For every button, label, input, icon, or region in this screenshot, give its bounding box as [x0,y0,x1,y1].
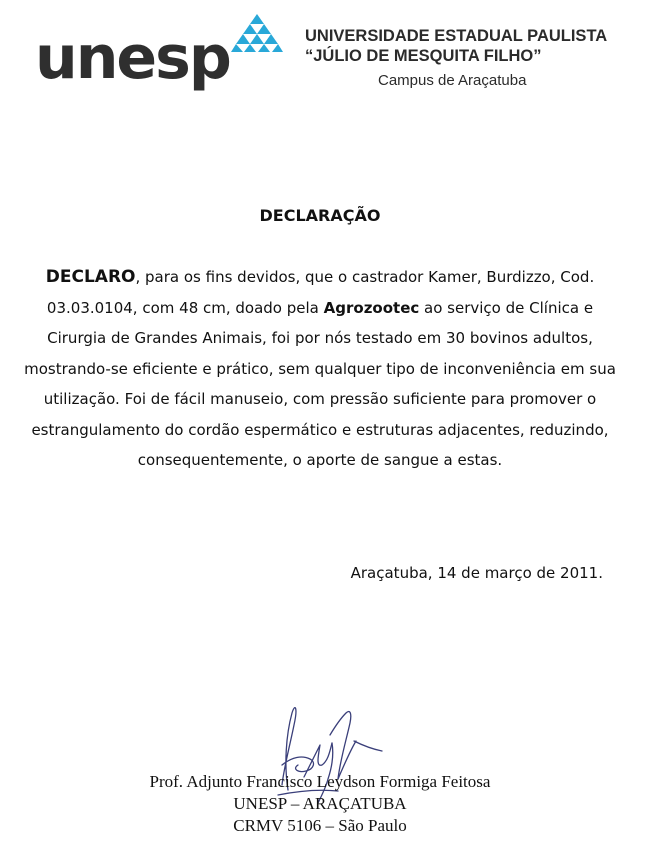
signatory-registry: CRMV 5106 – São Paulo [233,816,407,835]
company-name: Agrozootec [323,298,420,317]
university-name-line1: UNIVERSIDADE ESTADUAL PAULISTA [305,27,608,45]
declaration-text-1: , para os fins devidos, que o castrador Kamer, Burdizzo, Cod. 03.03.0104, com 48 cm, doado pela [46,268,595,317]
university-name [305,26,607,66]
university-name-line2: “JÚLIO DE MESQUITA FILHO” [305,47,542,65]
signatory-name: Prof. Adjunto Francisco Leydson Formiga Feitosa [149,772,491,791]
unesp-logo [35,14,285,98]
document-title: DECLARAÇÃO [259,206,381,225]
declaration-text-2: ao serviço de Clínica e Cirurgia de Grandes Animais, foi por nós testado em 30 bovinos adultos, mostrando-se eficiente e prático, sem qualquer tipo de inconveniência em sua utilização. Foi de fácil manuseio, com pressão suficiente para promover o estrangulamento do cordão espermático e estruturas adjacentes, reduzindo, consequentemente, o aporte de sangue a estas. [24,298,616,469]
declaration-body [24,262,616,476]
declaration-lead: DECLARO [45,267,136,287]
logo-wordmark: unesp [35,23,230,93]
campus-name: Campus de Araçatuba [378,72,527,89]
date-line: Araçatuba, 14 de março de 2011. [350,564,603,582]
signatory-block [0,771,640,837]
triangle-grid-icon [231,14,283,54]
signatory-institution: UNESP – ARAÇATUBA [233,794,407,813]
